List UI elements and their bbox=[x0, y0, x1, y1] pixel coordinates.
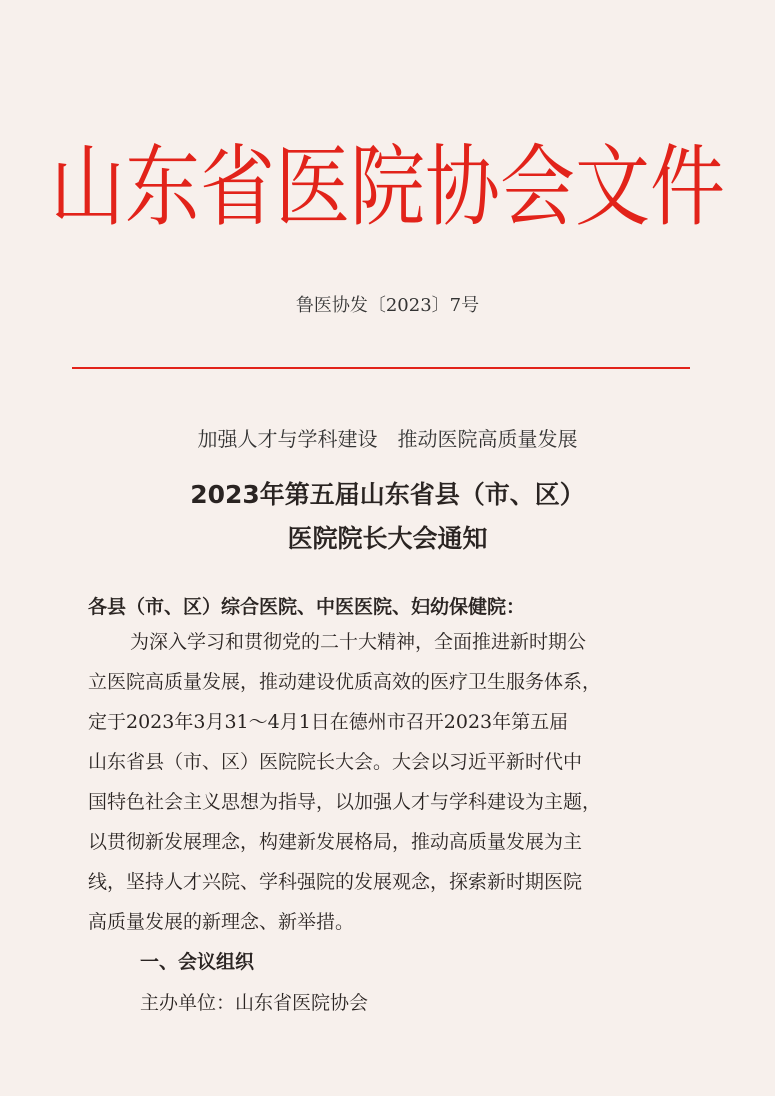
body-line: 立医院高质量发展，推动建设优质高效的医疗卫生服务体系， bbox=[88, 671, 602, 693]
body-line: 定于2023年3月31～4月1日在德州市召开2023年第五届 bbox=[88, 711, 569, 733]
body-line: 山东省县（市、区）医院院长大会。大会以习近平新时代中 bbox=[88, 751, 583, 773]
notice-subtitle: 加强人才与学科建设 推动医院高质量发展 bbox=[197, 427, 578, 451]
organizer-line: 主办单位：山东省医院协会 bbox=[140, 992, 369, 1014]
body-line: 高质量发展的新理念、新举措。 bbox=[88, 911, 355, 933]
notice-title-line1: 2023年第五届山东省县（市、区） bbox=[190, 480, 585, 509]
body-line: 以贯彻新发展理念，构建新发展格局，推动高质量发展为主 bbox=[88, 831, 583, 853]
document-header-title: 山东省医院协会文件 bbox=[49, 135, 725, 239]
body-line: 国特色社会主义思想为指导，以加强人才与学科建设为主题， bbox=[88, 791, 602, 813]
salutation: 各县（市、区）综合医院、中医医院、妇幼保健院： bbox=[88, 596, 526, 618]
body-line: 为深入学习和贯彻党的二十大精神，全面推进新时期公 bbox=[130, 631, 587, 653]
body-line: 线，坚持人才兴院、学科强院的发展观念，探索新时期医院 bbox=[88, 871, 583, 893]
document-number: 鲁医协发〔2023〕7号 bbox=[295, 295, 480, 316]
header-divider bbox=[72, 367, 690, 369]
notice-title-line2: 医院院长大会通知 bbox=[287, 524, 488, 553]
section-heading: 一、会议组织 bbox=[140, 951, 255, 973]
